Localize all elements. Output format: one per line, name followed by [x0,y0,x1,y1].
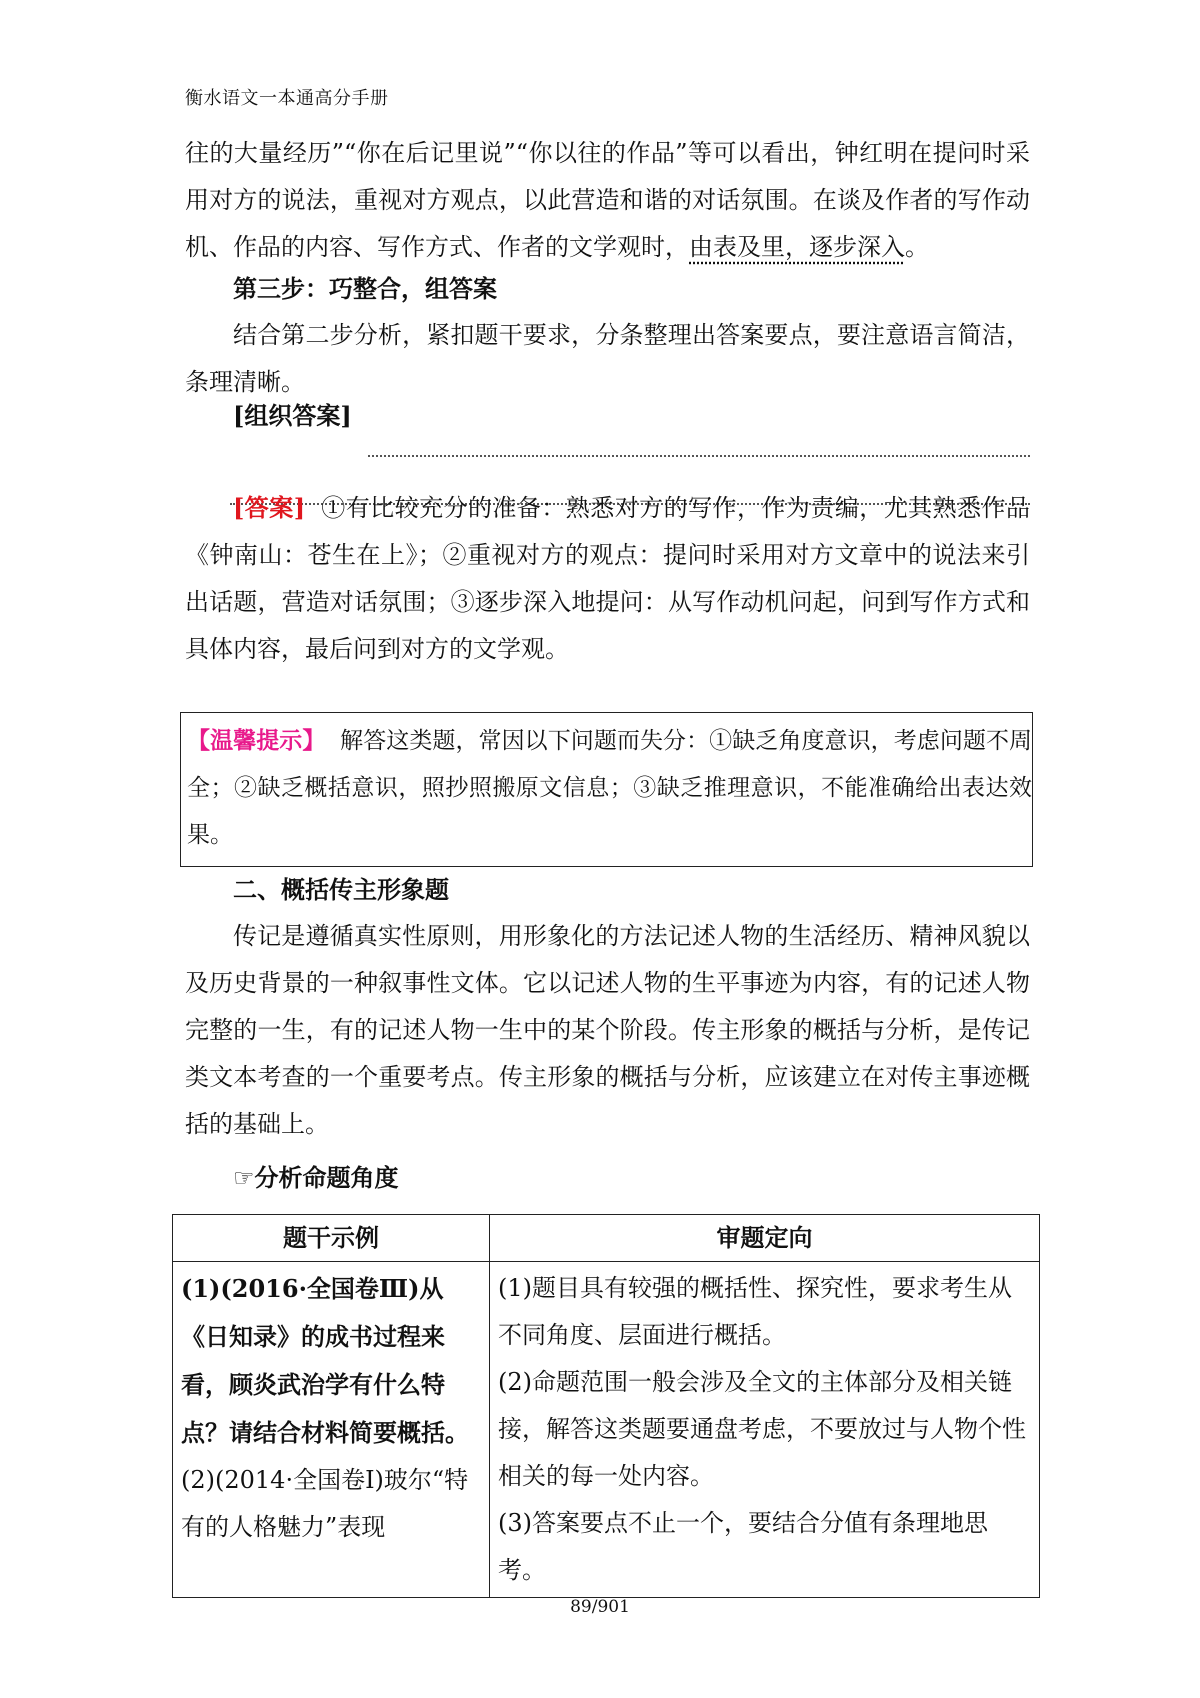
step3-text: 结合第二步分析，紧扣题干要求，分条整理出答案要点，要注意语言简洁，条理清晰。 [185,321,1030,396]
table-header-example: 题干示例 [173,1215,490,1262]
orientation-1: (1)题目具有较强的概括性、探究性，要求考生从不同角度、层面进行概括。 [498,1274,1012,1349]
table-header-orientation: 审题定向 [490,1215,1040,1262]
step3-heading: 第三步：巧整合，组答案 [233,274,497,303]
answer-text: ①有比较充分的准备：熟悉对方的写作，作为责编，尤其熟悉作品《钟南山：苍生在上》；②重视对方的观点：提问时采用对方文章中的说法来引出话题，营造对话氛围；③逐步深入地提问：从写作动机问起，问到写作方式和具体内容，最后问到对方的文学观。 [185,494,1030,663]
page-number: 89/901 [570,1597,630,1617]
analysis-heading-label: 分析命题角度 [254,1163,399,1192]
tip-label: 【温馨提示】 [187,727,326,754]
tip-paragraph [187,717,1032,859]
pointing-hand-icon: ☞ [233,1164,255,1192]
underlined-phrase: 由表及里，逐步深入 [689,233,905,261]
continued-paragraph [185,130,1030,271]
running-header: 衡水语文一本通高分手册 [185,88,389,109]
analysis-table [172,1214,1040,1598]
orientation-2: (2)命题范围一般会涉及全文的主体部分及相关链接，解答这类题要通盘考虑，不要放过与人物个性相关的每一处内容。 [498,1368,1026,1490]
table-cell-orientation [490,1262,1040,1598]
tip-text: 解答这类题，常因以下问题而失分：①缺乏角度意识，考虑问题不周全；②缺乏概括意识，照抄照搬原文信息；③缺乏推理意识，不能准确给出表达效果。 [187,728,1033,848]
example-1: (1)(2016·全国卷Ⅲ)从《日知录》的成书过程来看，顾炎武治学有什么特点？请结合材料简要概括。 [181,1274,469,1447]
answer-label: [答案] [233,493,306,522]
table-cell-examples [173,1262,490,1598]
tip-box [180,712,1033,867]
answer-paragraph [185,484,1030,673]
continued-text: 往的大量经历”“你在后记里说”“你以往的作品”等可以看出，钟红明在提问时采用对方的说法，重视对方观点，以此营造和谐的对话氛围。在谈及作者的写作动机、作品的内容、写作方式、作者的文学观时， [185,139,1030,261]
organize-answer-label: [组织答案] [233,401,352,430]
continued-end: 。 [905,233,929,261]
analysis-heading [185,1154,1030,1202]
answer-blank-line-1 [368,455,1030,457]
orientation-3: (3)答案要点不止一个，要结合分值有条理地思考。 [498,1509,988,1584]
section2-text: 传记是遵循真实性原则，用形象化的方法记述人物的生活经历、精神风貌以及历史背景的一种叙事性文体。它以记述人物的生平事迹为内容，有的记述人物完整的一生，有的记述人物一生中的某个阶段。传主形象的概括与分析，是传记类文本考查的一个重要考点。传主形象的概括与分析，应该建立在对传主事迹概括的基础上。 [185,922,1030,1138]
table-row [173,1262,1040,1598]
table-header-row [173,1215,1040,1262]
example-2: (2)(2014·全国卷Ⅰ)玻尔“特有的人格魅力”表现 [181,1466,469,1541]
section2-heading: 二、概括传主形象题 [233,875,449,904]
